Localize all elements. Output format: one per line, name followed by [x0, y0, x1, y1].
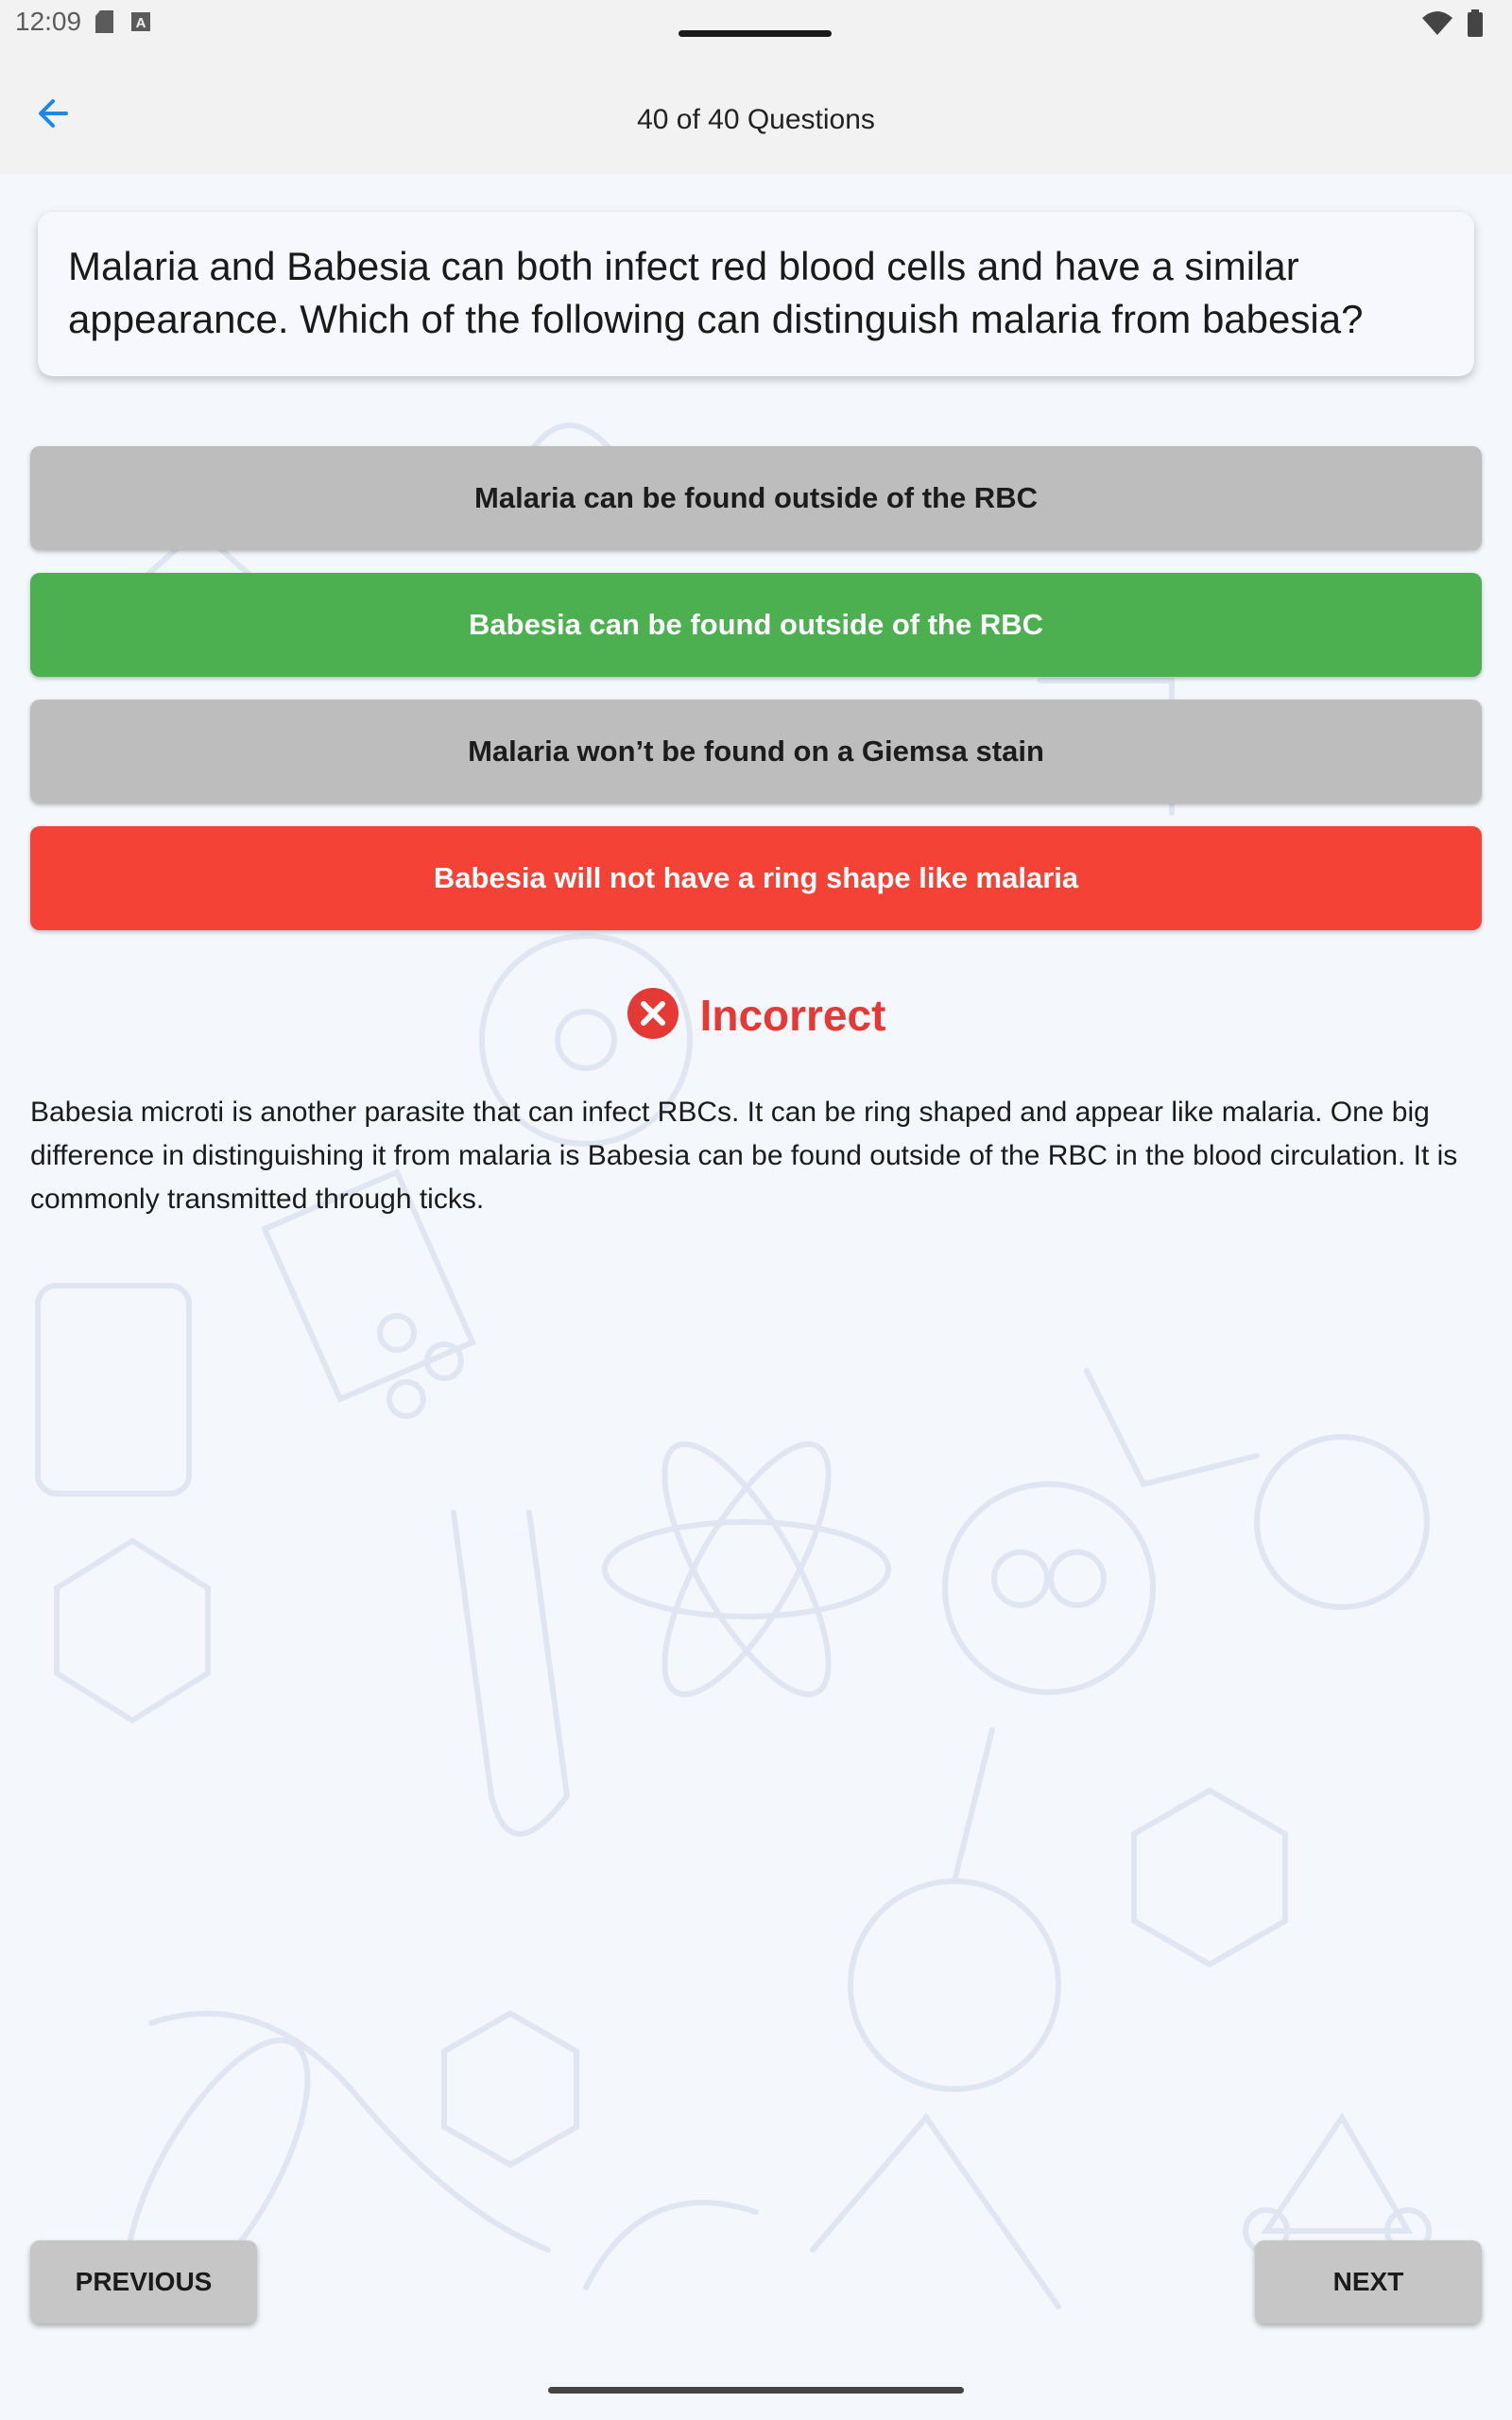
home-indicator[interactable]: [548, 2387, 964, 2394]
sd-card-icon: [94, 9, 115, 39]
battery-icon: [1467, 9, 1484, 43]
svg-text:A: A: [135, 15, 146, 31]
next-button[interactable]: NEXT: [1255, 2240, 1482, 2324]
status-left-icons: [94, 9, 151, 39]
status-right-icons: [1421, 9, 1484, 43]
status-bar: [0, 0, 1512, 51]
answer-option-2-correct[interactable]: Babesia can be found outside of the RBC: [30, 573, 1482, 677]
wifi-icon: [1421, 10, 1453, 42]
result-indicator: [0, 983, 1512, 1047]
close-circle-icon: [627, 987, 679, 1045]
status-time: 12:09: [15, 7, 82, 36]
page-title: 40 of 40 Questions: [637, 104, 875, 135]
question-card: Malaria and Babesia can both infect red blood cells and have a similar appearance. Which of the following can distinguish malaria from babesia?: [38, 212, 1474, 376]
answer-option-3[interactable]: Malaria won’t be found on a Giemsa stain: [30, 700, 1482, 804]
keyboard-a-icon: [130, 11, 151, 37]
explanation-text: Babesia microti is another parasite that can infect RBCs. It can be ring shaped and appear like malaria. One big difference in distinguishing it from malaria is Babesia can be found outside of the RBC in the blood circulation. It is commonly transmitted through ticks.: [30, 1097, 1458, 1215]
previous-button[interactable]: PREVIOUS: [30, 2240, 257, 2324]
answer-option-4-incorrect[interactable]: Babesia will not have a ring shape like malaria: [30, 826, 1482, 930]
answer-option-1[interactable]: Malaria can be found outside of the RBC: [30, 446, 1482, 550]
result-text: Incorrect: [699, 991, 886, 1040]
app-bar: [0, 51, 1512, 174]
top-handle-bar: [679, 30, 832, 37]
